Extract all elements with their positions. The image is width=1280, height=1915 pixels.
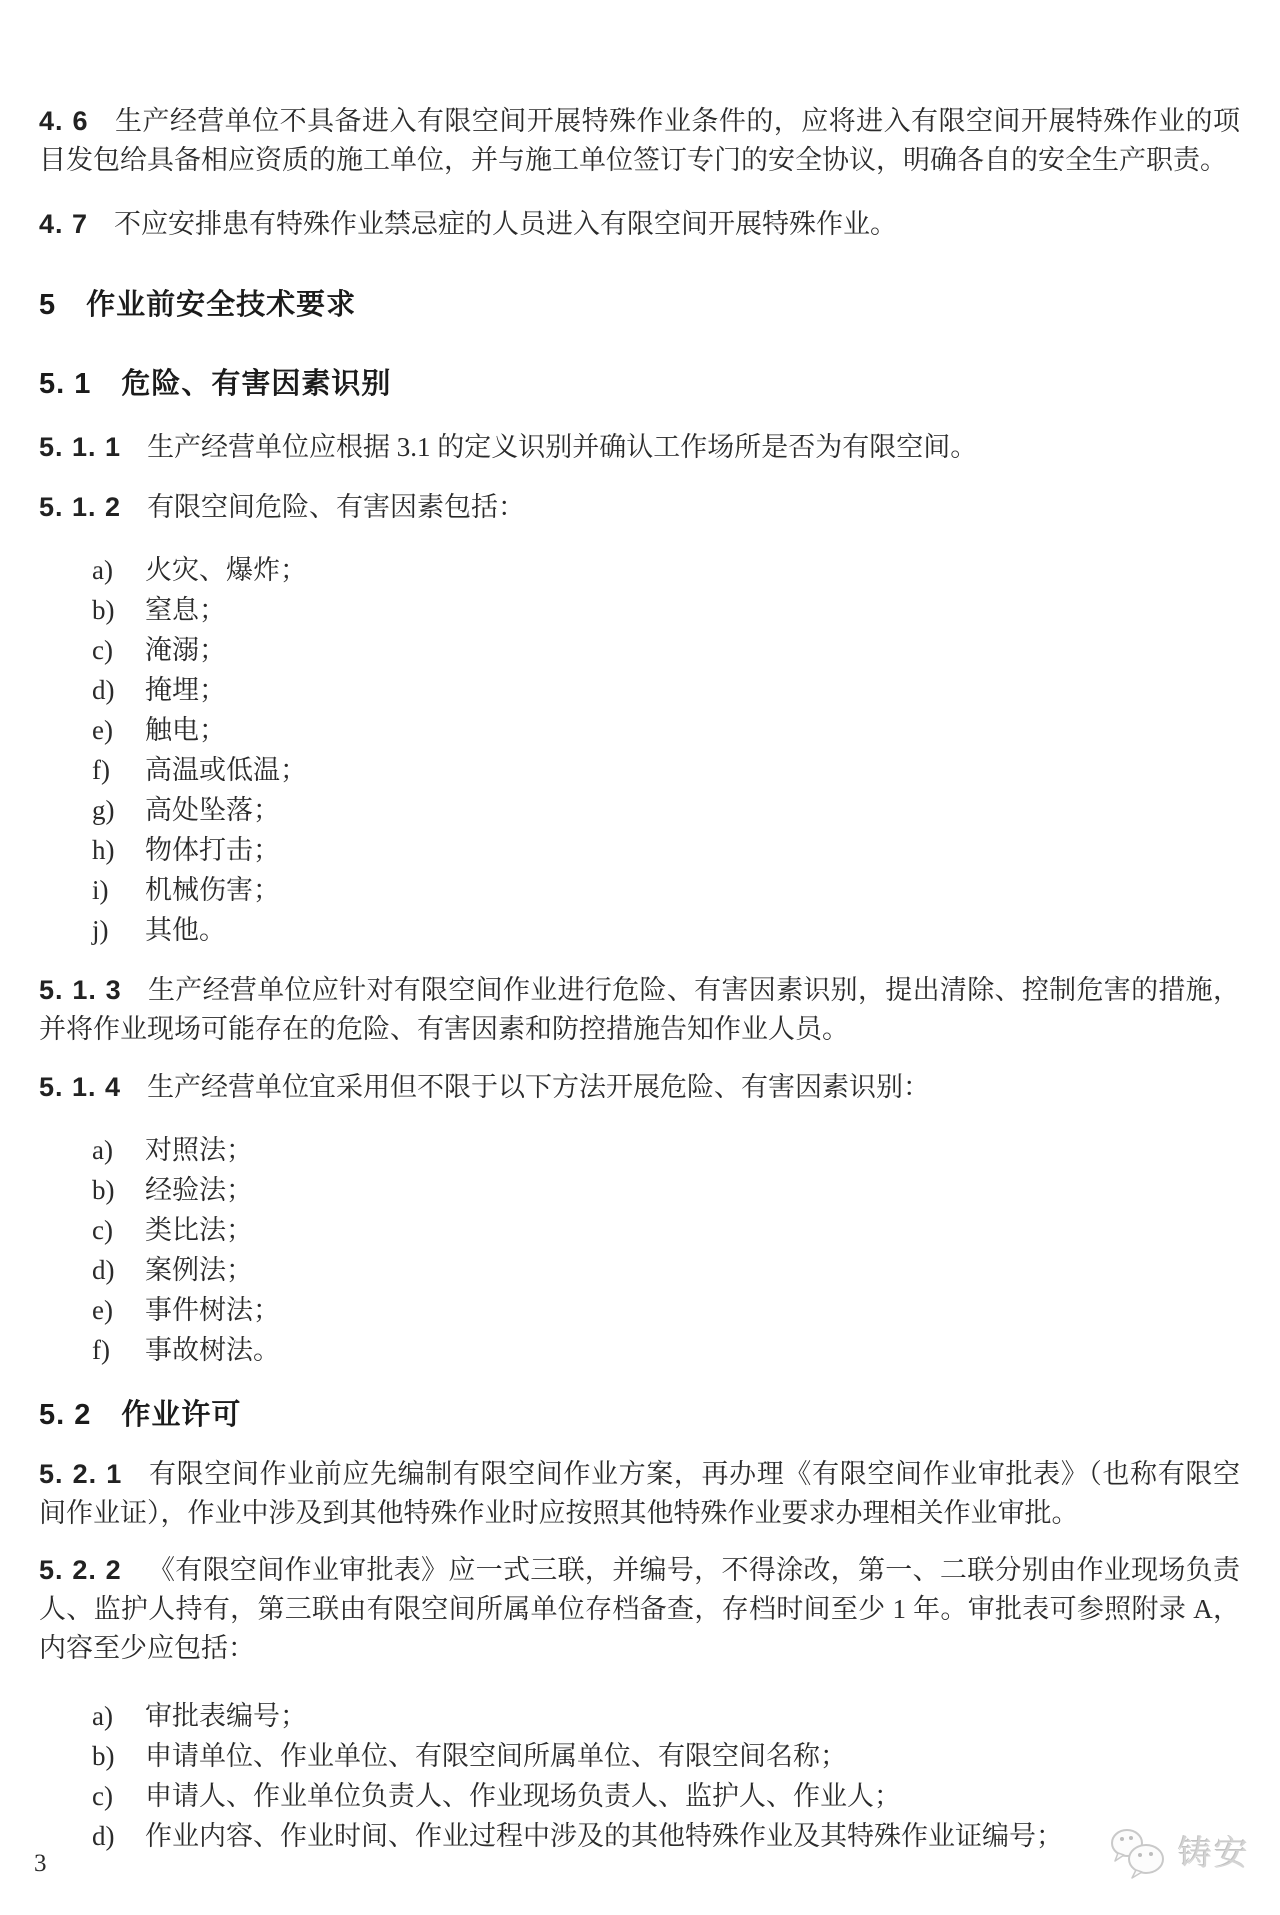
page-number: 3 [34, 1850, 47, 1877]
list-item-label: c) [92, 1781, 113, 1811]
list-item-label: f) [92, 755, 110, 785]
clause-number: 5. 1. 2 [39, 492, 122, 522]
list-item-text: 淹溺； [145, 635, 226, 665]
list-item [92, 1696, 1240, 1736]
list-item [92, 830, 1240, 870]
list-item-text: 申请单位、作业单位、有限空间所属单位、有限空间名称； [145, 1741, 847, 1771]
list-item-label: a) [92, 1701, 113, 1731]
clause-4-6 [39, 102, 1240, 180]
clause-text: 《有限空间作业审批表》应一式三联，并编号，不得涂改，第一、二联分别由作业现场负责人、监护人持有，第三联由有限空间所属单位存档备查，存档时间至少 1 年。审批表可参照附录 A，内容至少应包括： [39, 1555, 1240, 1663]
list-item-label: b) [92, 1175, 115, 1205]
list-item-label: d) [92, 1821, 115, 1851]
list-item [92, 910, 1240, 950]
clause-text: 生产经营单位应针对有限空间作业进行危险、有害因素识别，提出清除、控制危害的措施，并将作业现场可能存在的危险、有害因素和防控措施告知作业人员。 [39, 975, 1240, 1044]
list-item [92, 590, 1240, 630]
list-item-text: 申请人、作业单位负责人、作业现场负责人、监护人、作业人； [145, 1781, 901, 1811]
list-item-text: 其他。 [145, 915, 226, 945]
list-item-label: a) [92, 555, 113, 585]
list-item [92, 630, 1240, 670]
heading-number: 5. 1 [39, 368, 92, 400]
clause-text: 有限空间危险、有害因素包括： [147, 492, 526, 522]
clause-number: 5. 1. 1 [39, 432, 122, 462]
list-item-text: 类比法； [145, 1215, 253, 1245]
clause-5-1-2 [39, 488, 1240, 527]
list-item [92, 1170, 1240, 1210]
list-item-label: b) [92, 595, 115, 625]
clause-5-1-4 [39, 1068, 1240, 1107]
list-item [92, 1130, 1240, 1170]
clause-5-1-1 [39, 428, 1240, 467]
clause-text: 有限空间作业前应先编制有限空间作业方案，再办理《有限空间作业审批表》（也称有限空间作业证），作业中涉及到其他特殊作业时应按照其他特殊作业要求办理相关作业审批。 [39, 1459, 1241, 1528]
heading-number: 5. 2 [39, 1399, 92, 1431]
list-item-label: c) [92, 635, 113, 665]
wechat-logo-icon [1108, 1826, 1170, 1882]
list-item [92, 710, 1240, 750]
list-item-text: 火灾、爆炸； [145, 555, 307, 585]
list-item-text: 高温或低温； [145, 755, 307, 785]
list-item-label: e) [92, 1295, 113, 1325]
clause-number: 5. 2. 2 [39, 1555, 122, 1585]
heading-title: 危险、有害因素识别 [121, 368, 392, 400]
list-item-text: 触电； [145, 715, 226, 745]
section-heading-5-2 [39, 1395, 1240, 1435]
watermark-text: 铸安 [1178, 1835, 1250, 1873]
list-item-label: c) [92, 1215, 113, 1245]
clause-5-2-1 [39, 1455, 1240, 1533]
list-item-label: j) [92, 915, 109, 945]
document-page [39, 0, 1240, 1856]
list-item-label: a) [92, 1135, 113, 1165]
list-item [92, 1736, 1240, 1776]
approval-content-list [39, 1696, 1240, 1856]
list-item [92, 1250, 1240, 1290]
list-item [92, 1816, 1240, 1856]
list-item-label: d) [92, 675, 115, 705]
hazard-list [39, 550, 1240, 950]
clause-5-2-2 [39, 1551, 1240, 1668]
list-item [92, 1330, 1240, 1370]
list-item-text: 事故树法。 [145, 1335, 280, 1365]
list-item [92, 1776, 1240, 1816]
list-item-text: 经验法； [145, 1175, 253, 1205]
clause-text: 不应安排患有特殊作业禁忌症的人员进入有限空间开展特殊作业。 [114, 209, 898, 239]
section-heading-5 [39, 285, 1240, 325]
list-item [92, 870, 1240, 910]
watermark [1108, 1826, 1250, 1882]
list-item [92, 1290, 1240, 1330]
list-item-label: f) [92, 1335, 110, 1365]
list-item-label: d) [92, 1255, 115, 1285]
list-item-label: i) [92, 875, 109, 905]
list-item-text: 掩埋； [145, 675, 226, 705]
method-list [39, 1130, 1240, 1370]
section-heading-5-1 [39, 364, 1240, 404]
list-item-text: 审批表编号； [145, 1701, 307, 1731]
list-item-label: b) [92, 1741, 115, 1771]
clause-number: 4. 7 [39, 209, 89, 239]
list-item-text: 对照法； [145, 1135, 253, 1165]
heading-title: 作业许可 [121, 1399, 242, 1431]
clause-text: 生产经营单位宜采用但不限于以下方法开展危险、有害因素识别： [147, 1072, 931, 1102]
list-item [92, 550, 1240, 590]
list-item-text: 案例法； [145, 1255, 253, 1285]
clause-number: 4. 6 [39, 106, 89, 136]
list-item-text: 事件树法； [145, 1295, 280, 1325]
list-item-text: 高处坠落； [145, 795, 280, 825]
heading-title: 作业前安全技术要求 [86, 289, 357, 321]
clause-4-7 [39, 205, 1240, 244]
list-item-label: e) [92, 715, 113, 745]
list-item-text: 物体打击； [145, 835, 280, 865]
clause-number: 5. 1. 3 [39, 975, 122, 1005]
list-item [92, 1210, 1240, 1250]
clause-text: 生产经营单位应根据 3.1 的定义识别并确认工作场所是否为有限空间。 [147, 432, 978, 462]
list-item [92, 670, 1240, 710]
list-item [92, 750, 1240, 790]
list-item-text: 机械伤害； [145, 875, 280, 905]
list-item-label: h) [92, 835, 115, 865]
clause-number: 5. 2. 1 [39, 1459, 123, 1489]
list-item-label: g) [92, 795, 115, 825]
list-item-text: 作业内容、作业时间、作业过程中涉及的其他特殊作业及其特殊作业证编号； [145, 1821, 1063, 1851]
clause-number: 5. 1. 4 [39, 1072, 122, 1102]
list-item-text: 窒息； [145, 595, 226, 625]
list-item [92, 790, 1240, 830]
clause-text: 生产经营单位不具备进入有限空间开展特殊作业条件的，应将进入有限空间开展特殊作业的项目发包给具备相应资质的施工单位，并与施工单位签订专门的安全协议，明确各自的安全生产职责。 [39, 106, 1240, 175]
clause-5-1-3 [39, 971, 1240, 1049]
heading-number: 5 [39, 289, 57, 321]
